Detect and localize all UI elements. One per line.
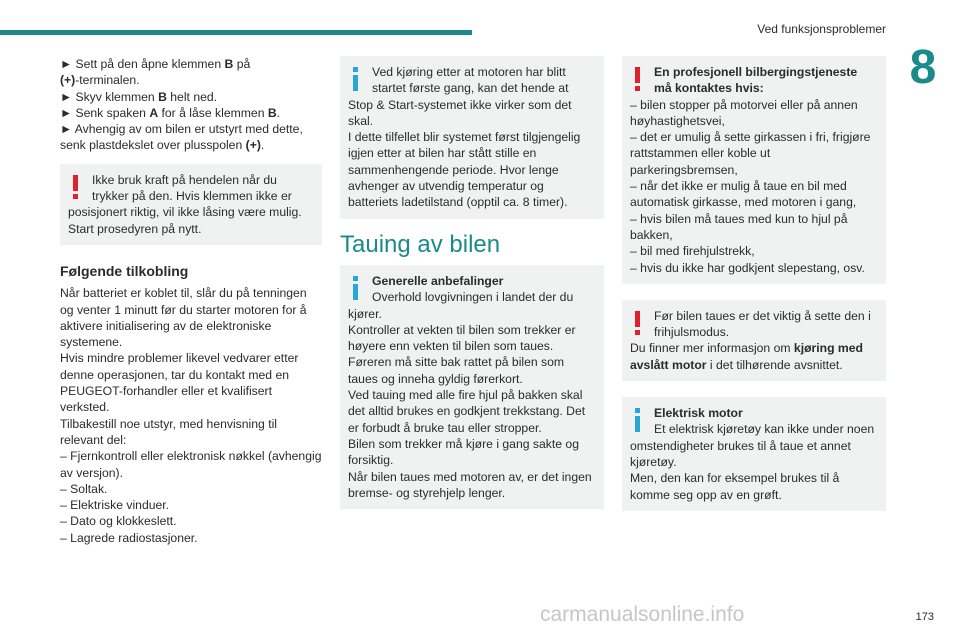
instruction-line: ► Sett på den åpne klemmen B på: [60, 57, 251, 71]
info-text: kjører. Kontroller at vekten til bilen som trekker er høyere enn vekten til bilen som taues. Føreren må sitte bak rattet på bilen som taues og inneha gyldig førerkort. Ved tauing med alle fire hjul på bakken skal det alltid brukes en godkjent trekkstang. Det er forbudt å bruke tau eller stropper. Bilen som trekker må kjøre i gang sakte og forsiktig. Når bilen taues med motoren av, er det ingen bremse- og styrehjelp lenger.: [348, 306, 592, 500]
instruction-line: (+)-terminalen.: [60, 73, 140, 88]
info-icon: [349, 66, 363, 92]
info-title: Generelle anbefalinger: [372, 273, 504, 288]
info-title: Elektrisk motor: [654, 406, 743, 421]
section-title: Tauing av bilen: [340, 230, 501, 258]
warning-title: En profesjonell bilbergingstjeneste: [654, 65, 858, 79]
warning-title: må kontaktes hvis:: [654, 81, 764, 96]
chapter-number: 8: [898, 38, 948, 98]
instruction-line: ► Skyv klemmen B helt ned.: [60, 89, 218, 104]
column-2: [340, 56, 604, 509]
warning-icon: [631, 310, 645, 336]
watermark: carmanualsonline.info: [540, 603, 745, 626]
section-heading: Følgende tilkobling: [60, 262, 189, 279]
info-box: [340, 265, 604, 509]
warning-text-first: Før bilen taues er det viktig å sette den i: [654, 308, 871, 323]
info-text-first: Ved kjøring etter at motoren har blitt startet første gang, kan det hende at: [372, 65, 569, 96]
warning-box: [622, 300, 886, 381]
warning-icon: [631, 66, 645, 92]
warning-text: posisjonert riktig, vil ikke låsing være mulig. Start prosedyren på nytt.: [68, 205, 302, 236]
info-box: [340, 56, 604, 219]
warning-icon: [69, 174, 83, 200]
warning-text: – bilen stopper på motorvei eller på annen høyhastighetsvei, – det er umulig å sette girkassen i fri, frigjøre rattstammen eller koble ut parkeringsbremsen, – når det ikke er mulig å taue en bil med automatisk girkasse, med motoren i gang, – hvis bilen må taues med kun to hjul på bakken, – bil med firehjulstrekk, – hvis du ikke har godkjent slepestang, osv.: [630, 97, 871, 275]
info-text-first: Overhold lovgivningen i landet der du: [372, 290, 574, 305]
column-1: [60, 56, 322, 546]
info-box: [622, 397, 886, 511]
column-3: [622, 56, 886, 511]
instruction-line: ► Senk spaken A for å låse klemmen B.: [60, 105, 281, 120]
info-text: omstendigheter brukes til å taue et annet kjøretøy. Men, den kan for eksempel brukes til å komme seg opp av en grøft.: [630, 438, 851, 502]
instruction-list: [60, 56, 322, 154]
warning-box: [60, 164, 322, 245]
header-title: Ved funksjonsproblemer: [757, 22, 886, 36]
info-icon: [631, 407, 645, 433]
instruction-line: ► Avhengig av om bilen er utstyrt med dette, senk plastdekslet over plusspolen (+).: [60, 122, 303, 153]
warning-text-first: Ikke bruk kraft på hendelen når du trykker på den. Hvis klemmen ikke er: [92, 172, 292, 204]
info-text-first: Et elektrisk kjøretøy kan ikke under noen: [654, 422, 875, 437]
info-icon: [349, 275, 363, 301]
body-text: Når batteriet er koblet til, slår du på tenningen og venter 1 minutt før du starter motoren for å aktivere initialisering av de elektroniske systemene. Hvis mindre problemer likevel vedvarer etter denne operasjonen, tar du kontakt med en PEUGEOT-forhandler eller et kvalifisert verksted. Tilbakestill noe utstyr, med henvisning til relevant del: – Fjernkontroll eller elektronisk nøkkel (avhengig av versjon). – Soltak. – Elektriske vinduer. – Dato og klokkeslett. – Lagrede radiostasjoner.: [60, 286, 322, 545]
warning-box: [622, 56, 886, 284]
page-number: 173: [915, 611, 934, 623]
warning-text: Du finner mer informasjon om kjøring med avslått motor i det tilhørende avsnittet.: [630, 341, 863, 372]
header-accent-bar: [0, 30, 472, 35]
info-text: Stop & Start-systemet ikke virker som det skal. I dette tilfellet blir systemet først tilgjengelig igjen etter at bilen har stått stille en sammenhengende periode. Hvor lenge avhenger av utvendig temperatur og batteriets ladetilstand (opptil ca. 8 timer).: [348, 97, 581, 210]
warning-text-second: frihjulsmodus.: [654, 325, 730, 340]
